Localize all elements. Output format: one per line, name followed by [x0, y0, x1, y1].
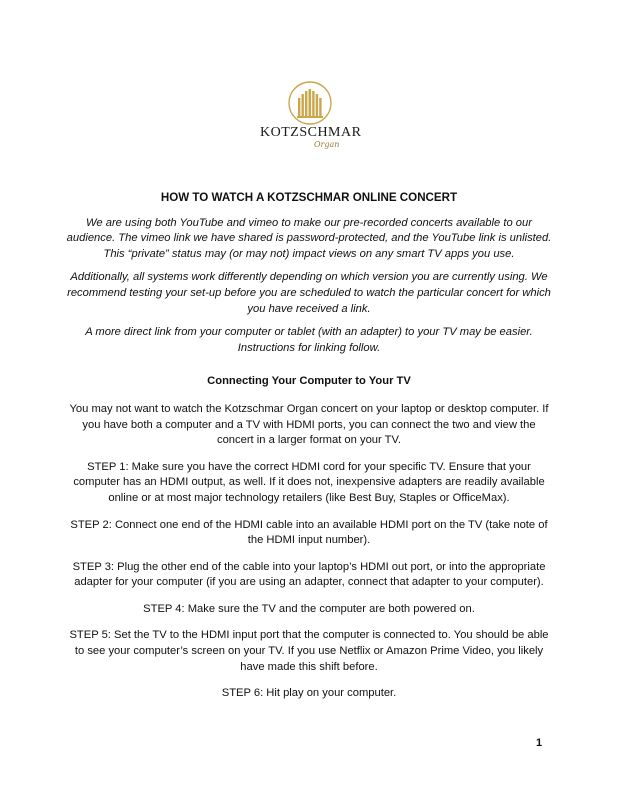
step-6: STEP 6: Hit play on your computer. [221, 687, 397, 700]
intro-paragraph: Additionally, all systems work differently depending on which version you are currently using. We recommend testing your set-up before you are scheduled to watch the particular concert for which you have received a link. [67, 271, 551, 315]
page-title: HOW TO WATCH A KOTZSCHMAR ONLINE CONCERT [160, 191, 458, 204]
kotzschmar-logo [260, 80, 360, 160]
intro-paragraph: We are using both YouTube and vimeo to make our pre-recorded concerts available to our audience. The vimeo link we have shared is password-protected, and the YouTube link is unlisted. This “private” status may (or may not) impact views on any smart TV apps you use. [66, 216, 552, 260]
section-heading: Connecting Your Computer to Your TV [207, 375, 411, 388]
step-4: STEP 4: Make sure the TV and the computer are both powered on. [143, 602, 475, 615]
logo-wordmark: KOTZSCHMAR [260, 125, 362, 140]
document-body [66, 190, 552, 713]
organ-pipes-icon [282, 80, 338, 126]
step-1: STEP 1: Make sure you have the correct HDMI cord for your specific TV. Ensure that your computer has an HDMI output, as well. If it does not, inexpensive adapters are readily available online or at most major technology retailers (like Best Buy, Staples or OfficeMax). [73, 460, 545, 504]
step-3: STEP 3: Plug the other end of the cable into your laptop’s HDMI out port, or into the appropriate adapter for your computer (if you are using an adapter, connect that adapter to your computer). [72, 560, 546, 589]
body-paragraph: You may not want to watch the Kotzschmar Organ concert on your laptop or desktop computer. If you have both a computer and a TV with HDMI ports, you can connect the two and view the concert in a larger format on your TV. [69, 402, 549, 447]
logo-script-text: Organ [314, 140, 340, 149]
step-2: STEP 2: Connect one end of the HDMI cable into an available HDMI port on the TV (take note of the HDMI input number). [70, 518, 548, 547]
page-number: 1 [536, 737, 543, 749]
intro-paragraph: A more direct link from your computer or tablet (with an adapter) to your TV may be easier. Instructions for linking follow. [85, 326, 533, 354]
step-5: STEP 5: Set the TV to the HDMI input port that the computer is connected to. You should be able to see your computer’s screen on your TV. If you use Netflix or Amazon Prime Video, you likely have made this shift before. [69, 629, 549, 673]
